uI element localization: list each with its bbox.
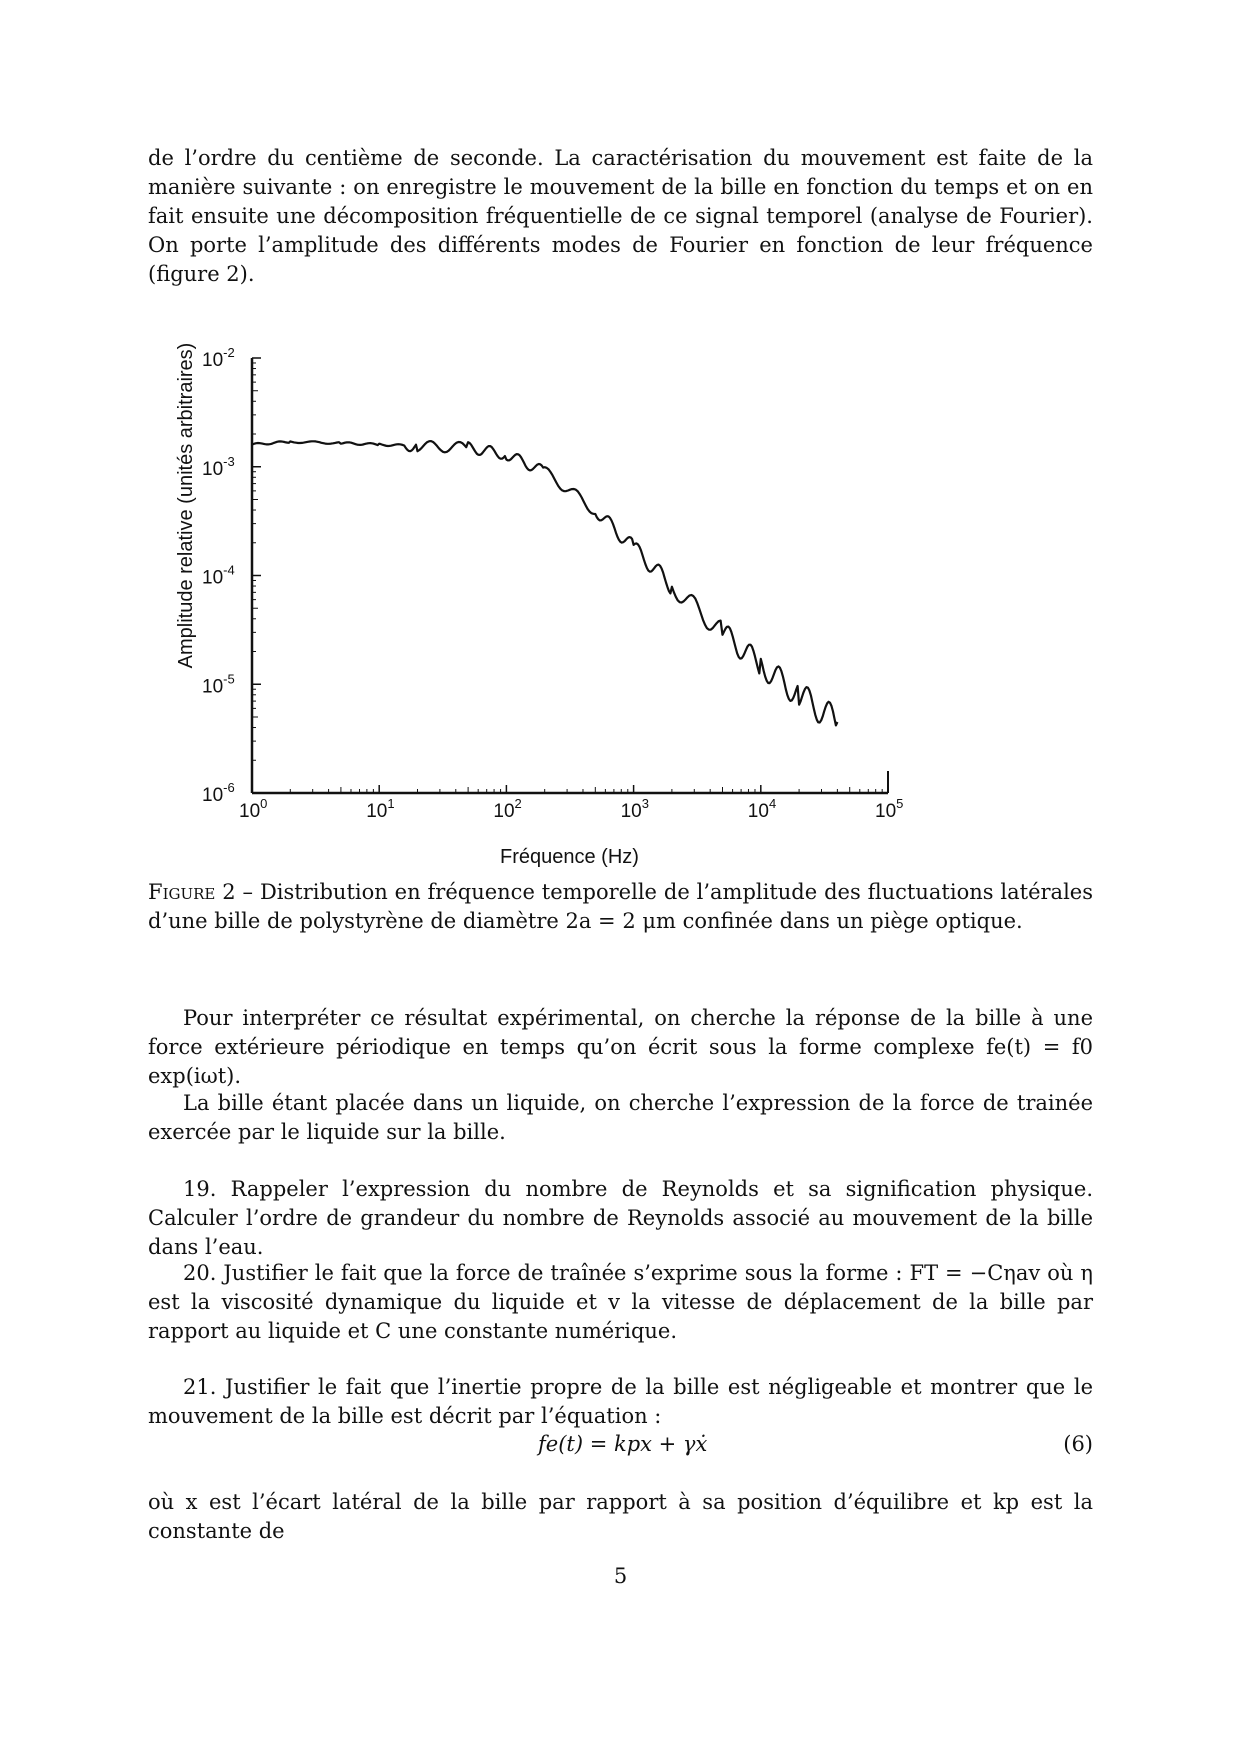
page-number: 5: [613, 1564, 628, 1588]
x-tick-label: $10^3$: [620, 796, 649, 822]
figure-2: [175, 340, 904, 868]
y-tick-label: $10^{-6}$: [202, 780, 235, 806]
question-21: 21. Justifier le fait que l’inertie propre de la bille est négligeable et montrer que le mouvement de la bille est décrit par l’équation :: [148, 1375, 1093, 1428]
figure-caption-text: – Distribution en fréquence temporelle de l’amplitude des fluctuations latérales d’une bille de polystyrène de diamètre 2a = 2 μm confinée dans un piège optique.: [148, 880, 1094, 933]
paragraph-force: Pour interpréter ce résultat expérimental, on cherche la réponse de la bille à une force extérieure périodique en temps qu’on écrit sous la forme complexe fe(t) = f0 exp(iωt).: [148, 1006, 1093, 1088]
x-axis-label: Fréquence (Hz): [500, 846, 639, 868]
y-tick-label: $10^{-4}$: [202, 562, 235, 589]
x-tick-label: $10^1$: [366, 796, 395, 822]
figure-label: Figure 2: [148, 880, 236, 904]
y-axis-label: Amplitude relative (unités arbitraires): [175, 342, 197, 669]
figure-caption: [148, 878, 1093, 936]
question-20: 20. Justifier le fait que la force de traînée s’exprime sous la forme : FT = −Cηav où η est la viscosité dynamique du liquide et v la vitesse de déplacement de la bille par rapport au liquide et C une constante numérique.: [148, 1261, 1093, 1343]
y-tick-label: $10^{-5}$: [202, 671, 235, 698]
y-tick-label: $10^{-2}$: [202, 345, 235, 371]
paragraph-after-equation: où x est l’écart latéral de la bille par rapport à sa position d’équilibre et kp est la constante de: [148, 1490, 1093, 1543]
x-tick-label: $10^2$: [493, 796, 522, 822]
x-tick-label: $10^4$: [747, 796, 777, 822]
intro-paragraph: de l’ordre du centième de seconde. La caractérisation du mouvement est faite de la manière suivante : on enregistre le mouvement de la bille en fonction du temps et on en fait ensuite une décomposition fréquentielle de ce signal temporel (analyse de Fourier). On porte l’amplitude des différents modes de Fourier en fonction de leur fréquence (figure 2).: [148, 146, 1093, 286]
paragraph-drag: La bille étant placée dans un liquide, on cherche l’expression de la force de trainée exercée par le liquide sur la bille.: [148, 1091, 1093, 1144]
spectrum-chart: [175, 340, 904, 868]
x-tick-label: $10^5$: [875, 796, 904, 822]
equation-6: [148, 1432, 1093, 1464]
question-19: 19. Rappeler l’expression du nombre de Reynolds et sa signification physique. Calculer l’ordre de grandeur du nombre de Reynolds associé au mouvement de la bille dans l’eau.: [148, 1177, 1093, 1259]
y-tick-label: $10^{-3}$: [202, 453, 235, 480]
series-line: [252, 441, 837, 725]
equation-number: (6): [1063, 1432, 1093, 1456]
equation-body: fe(t) = kpx + γẋ: [538, 1432, 708, 1456]
x-tick-label: $10^0$: [239, 796, 268, 822]
